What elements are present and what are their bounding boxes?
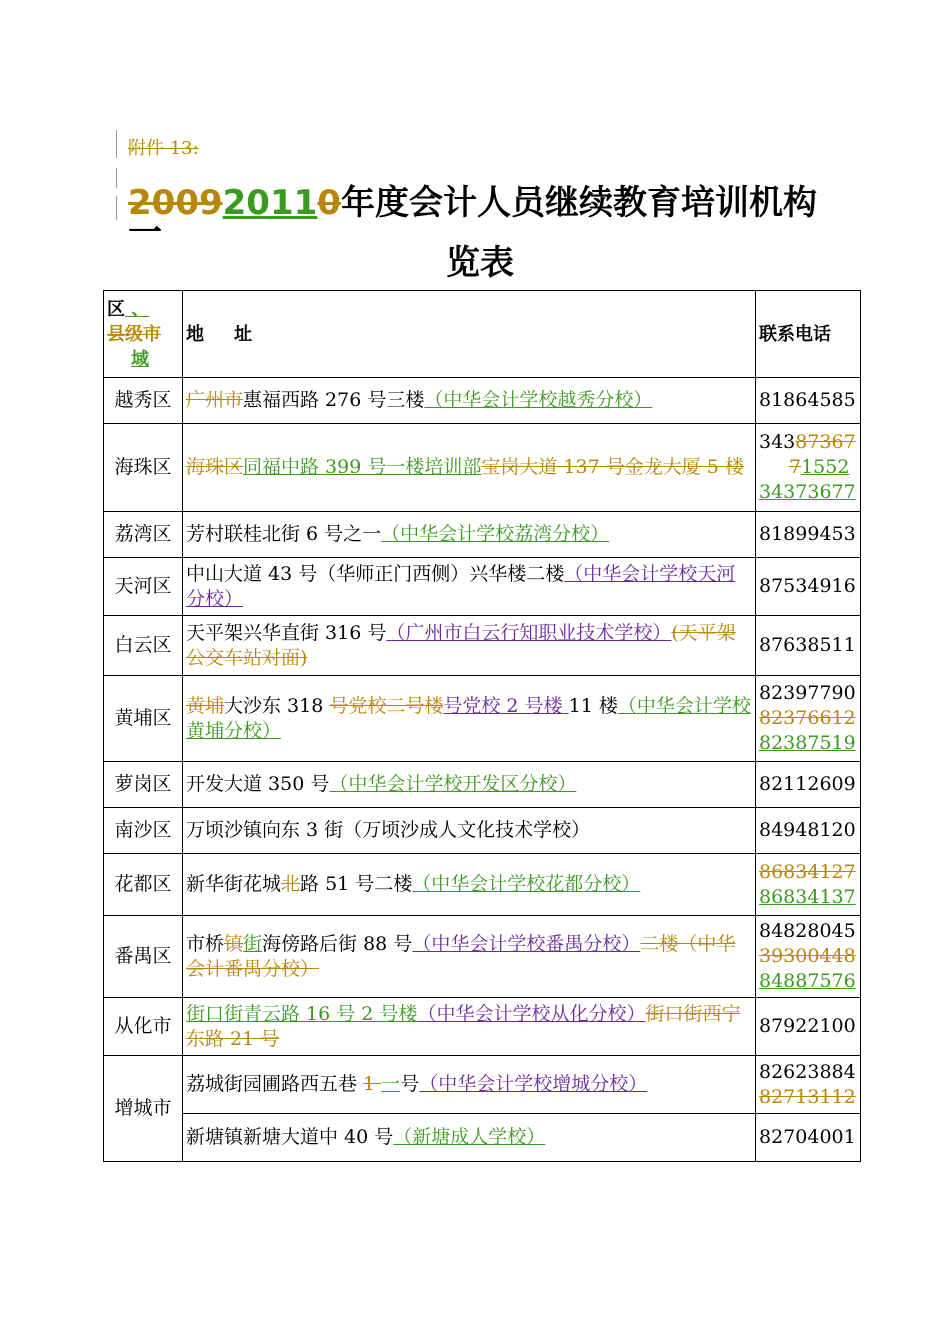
phone-cell [756,558,861,616]
address-segment: 广州市 [186,389,244,411]
address-segment: (天平架公交车站对面) [186,621,736,669]
phone-number: 84948120 [759,819,856,841]
phone-number: 82704001 [759,1126,856,1148]
address-cell [183,854,756,916]
address-segment: （中华会计学校花都分校） [412,873,641,895]
address-segment: 中山大道 43 号（华师正门西侧）兴华楼二楼 [186,562,565,585]
address-cell [183,916,756,998]
address-segment: 号党校二号楼 [329,694,444,717]
phone-cell [756,998,861,1056]
address-segment: 新华街花城 [186,873,282,895]
district-cell: 海珠区 [104,424,183,512]
phone-number: 39300448 [759,945,856,967]
header-phone: 联系电话 [756,291,861,378]
phone-segment: 1552 [801,456,850,478]
phone-number: 84828045 [759,920,856,942]
address-segment: （新塘成人学校） [393,1126,546,1148]
table-row [104,998,861,1056]
address-cell [183,558,756,616]
address-segment: 黄埔 [186,694,225,717]
phone-number: 82713112 [759,1085,856,1108]
address-cell [183,676,756,762]
district-cell: 白云区 [104,616,183,676]
address-cell [183,424,756,512]
phone-segment: 7 [789,456,802,478]
table-row [104,512,861,558]
phone-cell [756,1056,861,1114]
address-segment: （中华会计学校越秀分校） [424,389,653,411]
address-segment: 号 [400,1073,420,1095]
table-row [104,676,861,762]
table-row [104,762,861,808]
phone-cell [756,512,861,558]
address-cell [183,762,756,808]
phone-cell [756,762,861,808]
address-cell [183,378,756,424]
phone-number: 87534916 [759,575,856,597]
address-segment: （中华会计学校开发区分校） [329,773,577,795]
address-segment: 号党校 2 号楼 [443,694,569,717]
address-segment: （中华会计学校天河分校） [186,562,736,610]
phone-number: 86834127 [759,860,856,883]
attachment-label: 附件 13: [128,138,199,159]
address-segment: 芳村联桂北街 6 号之一 [186,523,382,545]
phone-cell [756,424,861,512]
revision-bar-2 [116,168,117,188]
table-row [104,1114,861,1162]
address-segment: 街 [243,932,263,955]
address-segment: 开发大道 350 号 [186,773,330,795]
address-cell [183,1056,756,1114]
header-district-del: 县级市 [107,323,161,345]
title-text-line2: 览表 [446,243,514,283]
address-segment: 同福中路 399 号一楼培训部 [243,456,482,478]
address-segment: 大沙东 318 [224,694,330,717]
phone-number: 82387519 [759,732,856,754]
header-address: 地址 [183,291,756,378]
address-cell [183,808,756,854]
table-row [104,854,861,916]
table-row [104,916,861,998]
address-segment: （广州市白云行知职业技术学校） [386,621,672,644]
phone-cell [756,854,861,916]
address-cell [183,998,756,1056]
district-cell: 增城市 [104,1056,183,1162]
address-segment: （中华会计学校番禺分校） [412,932,641,955]
address-segment: （中华会计学校从化分校） [417,1002,646,1025]
revision-bar-1 [116,130,117,158]
address-segment: 街口街青云路 16 号 2 号楼 [186,1002,418,1025]
table-row [104,616,861,676]
phone-segment: 87367 [795,431,856,453]
address-segment: 市桥 [186,932,225,955]
revision-bar-3 [116,196,117,220]
address-segment: 北 [281,873,301,895]
phone-segment: 34373677 [759,481,856,503]
address-segment: 街口街西宁东路 21 号 [186,1002,741,1050]
title-year-tail: 0 [317,183,341,223]
address-cell [183,512,756,558]
address-segment: （中华会计学校增城分校） [419,1073,648,1095]
phone-number: 82376612 [759,707,856,729]
training-institution-table [103,290,861,1162]
phone-number: 87922100 [759,1015,856,1037]
phone-number: 82112609 [759,773,856,795]
table-row [104,808,861,854]
address-segment: （中华会计学校黄埔分校） [186,694,751,742]
title-year-deleted: 2009 [128,183,223,223]
table-row [104,378,861,424]
district-cell: 从化市 [104,998,183,1056]
phone-number: 81864585 [759,389,856,411]
district-cell: 萝岗区 [104,762,183,808]
phone-number: 87638511 [759,634,856,656]
district-cell: 花都区 [104,854,183,916]
table-row [104,558,861,616]
address-segment: 镇 [224,932,244,955]
header-district-ins1: 、 [125,298,150,320]
address-segment: 惠福西路 276 号三楼 [243,389,425,411]
district-cell: 黄埔区 [104,676,183,762]
address-segment: 二楼（中华会计番禺分校） [186,932,736,980]
phone-cell [756,916,861,998]
table-row [104,424,861,512]
phone-cell [756,1114,861,1162]
phone-cell [756,808,861,854]
title-text-line1: 年度会计人员继续教育培训机构一 [128,183,817,253]
phone-number: 86834137 [759,885,856,908]
address-segment: 路 51 号二楼 [300,873,413,895]
district-cell: 天河区 [104,558,183,616]
address-segment: （中华会计学校荔湾分校） [381,523,610,545]
phone-number: 84887576 [759,970,856,992]
address-cell [183,1114,756,1162]
district-cell: 番禺区 [104,916,183,998]
header-district [104,291,183,378]
district-cell: 南沙区 [104,808,183,854]
address-segment: 海傍路后街 88 号 [262,932,413,955]
address-segment: 11 楼 [568,694,618,717]
phone-number: 81899453 [759,523,856,545]
address-segment: 一 [381,1073,401,1095]
table-row [104,1056,861,1114]
table-header-row [104,291,861,378]
title-year-inserted: 2011 [222,183,318,223]
district-cell: 越秀区 [104,378,183,424]
address-segment: 天平架兴华直街 316 号 [186,621,387,644]
address-segment: 宝岗大道 137 号金龙大厦 5 楼 [481,456,744,478]
district-cell: 荔湾区 [104,512,183,558]
address-segment: 海珠区 [186,456,244,478]
phone-number: 82397790 [759,682,856,704]
header-district-ins2: 域 [131,348,149,370]
phone-number: 82623884 [759,1060,856,1083]
address-segment: 新塘镇新塘大道中 40 号 [186,1126,394,1148]
address-segment: 万顷沙镇向东 3 街（万顷沙成人文化技术学校） [186,819,591,841]
phone-cell [756,378,861,424]
document-title [128,183,828,283]
phone-segment: 343 [759,431,796,453]
phone-cell [756,616,861,676]
address-cell [183,616,756,676]
address-segment: 1 [363,1073,382,1095]
address-segment: 荔城街园圃路西五巷 [186,1073,364,1095]
header-district-prefix: 区 [107,298,125,320]
phone-cell [756,676,861,762]
